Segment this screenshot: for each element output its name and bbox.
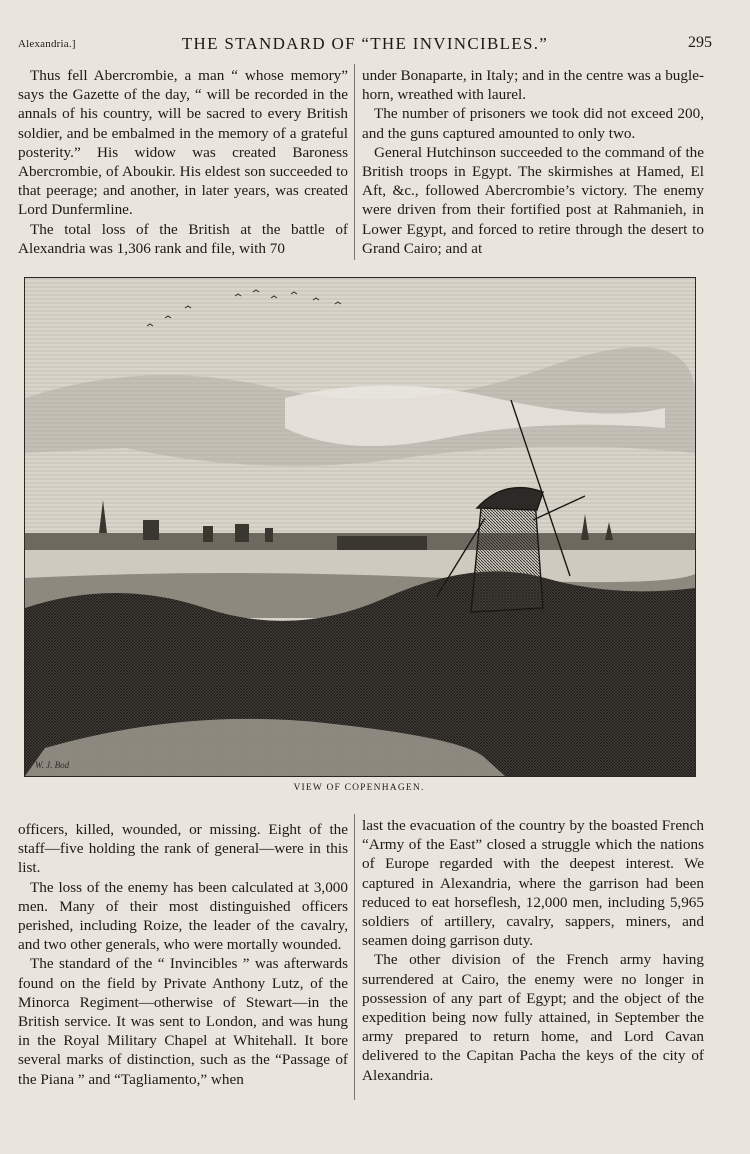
paragraph: The total loss of the British at the battle of Alexandria was 1,306 rank and file, with 70: [18, 220, 348, 257]
column-rule: [354, 814, 355, 1100]
running-head-left: Alexandria.]: [18, 38, 76, 50]
bottom-right-column: [362, 816, 704, 1085]
page-title: THE STANDARD OF “THE INVINCIBLES.”: [181, 34, 549, 53]
illustration-caption: VIEW OF COPENHAGEN.: [293, 783, 425, 793]
column-rule: [354, 64, 355, 260]
paragraph: The loss of the enemy has been calculated at 3,000 men. Many of their most distinguished officers perished, including Roize, the leader of the cavalry, and two other generals, who were mortally wounded.: [18, 878, 348, 954]
paragraph: under Bonaparte, in Italy; and in the centre was a bugle-horn, wreathed with laurel.: [362, 67, 704, 104]
paragraph: The other division of the French army having surrendered at Cairo, the enemy were no longer in possession of any part of Egypt; and the object of the expedition being now fully attained, in September the army prepared to return home, and Lord Cavan delivered to the Capitan Pacha the keys of the city of Alexandria.: [362, 951, 704, 1084]
paragraph: officers, killed, wounded, or missing. Eight of the staff—five holding the rank of general—were in this list.: [18, 821, 348, 877]
paragraph: The number of prisoners we took did not exceed 200, and the guns captured amounted to only two.: [362, 105, 704, 142]
top-right-column: [362, 66, 704, 258]
paragraph: The standard of the “ Invincibles ” was afterwards found on the field by Private Anthony Lutz, of the Minorca Regiment—otherwise of Stewart—in the British service. It was sent to London, and was hung in the Royal Military Chapel at Whitehall. It bore several marks of distinction, such as the “Passage of the Piana ” and “Tagliamento,” when: [18, 955, 348, 1088]
engraver-signature: W. J. Bod: [35, 760, 70, 770]
paragraph: General Hutchinson succeeded to the command of the British troops in Egypt. The skirmishes at Hamed, El Aft, &c., followed Abercrombie’s victory. The enemy were driven from their fortified post at Rahmanieh, in Lower Egypt, and forced to retire through the desert to Grand Cairo; and at: [362, 143, 704, 257]
top-left-column: [18, 66, 348, 258]
paragraph: Thus fell Abercrombie, a man “ whose memory” says the Gazette of the day, “ will be recorded in the annals of his country, will be sacred to every British soldier, and be embalmed in the memory of a grateful posterity.” His widow was created Baroness Abercrombie, of Aboukir. His eldest son succeeded to that peerage; and another, in later years, was created Lord Dunfermline.: [18, 67, 348, 219]
bottom-left-column: [18, 820, 348, 1089]
running-header: [18, 34, 712, 54]
copenhagen-engraving: [24, 277, 696, 777]
page-number: 295: [688, 34, 712, 51]
paragraph: last the evacuation of the country by the boasted French “Army of the East” closed a struggle which the nations of Europe regarded with the deepest interest. We captured in Alexandria, where the garrison had been reduced to eat horseflesh, 12,000 men, including 5,965 soldiers of artillery, cavalry, sappers, miners, and seamen doing garrison duty.: [362, 817, 704, 950]
